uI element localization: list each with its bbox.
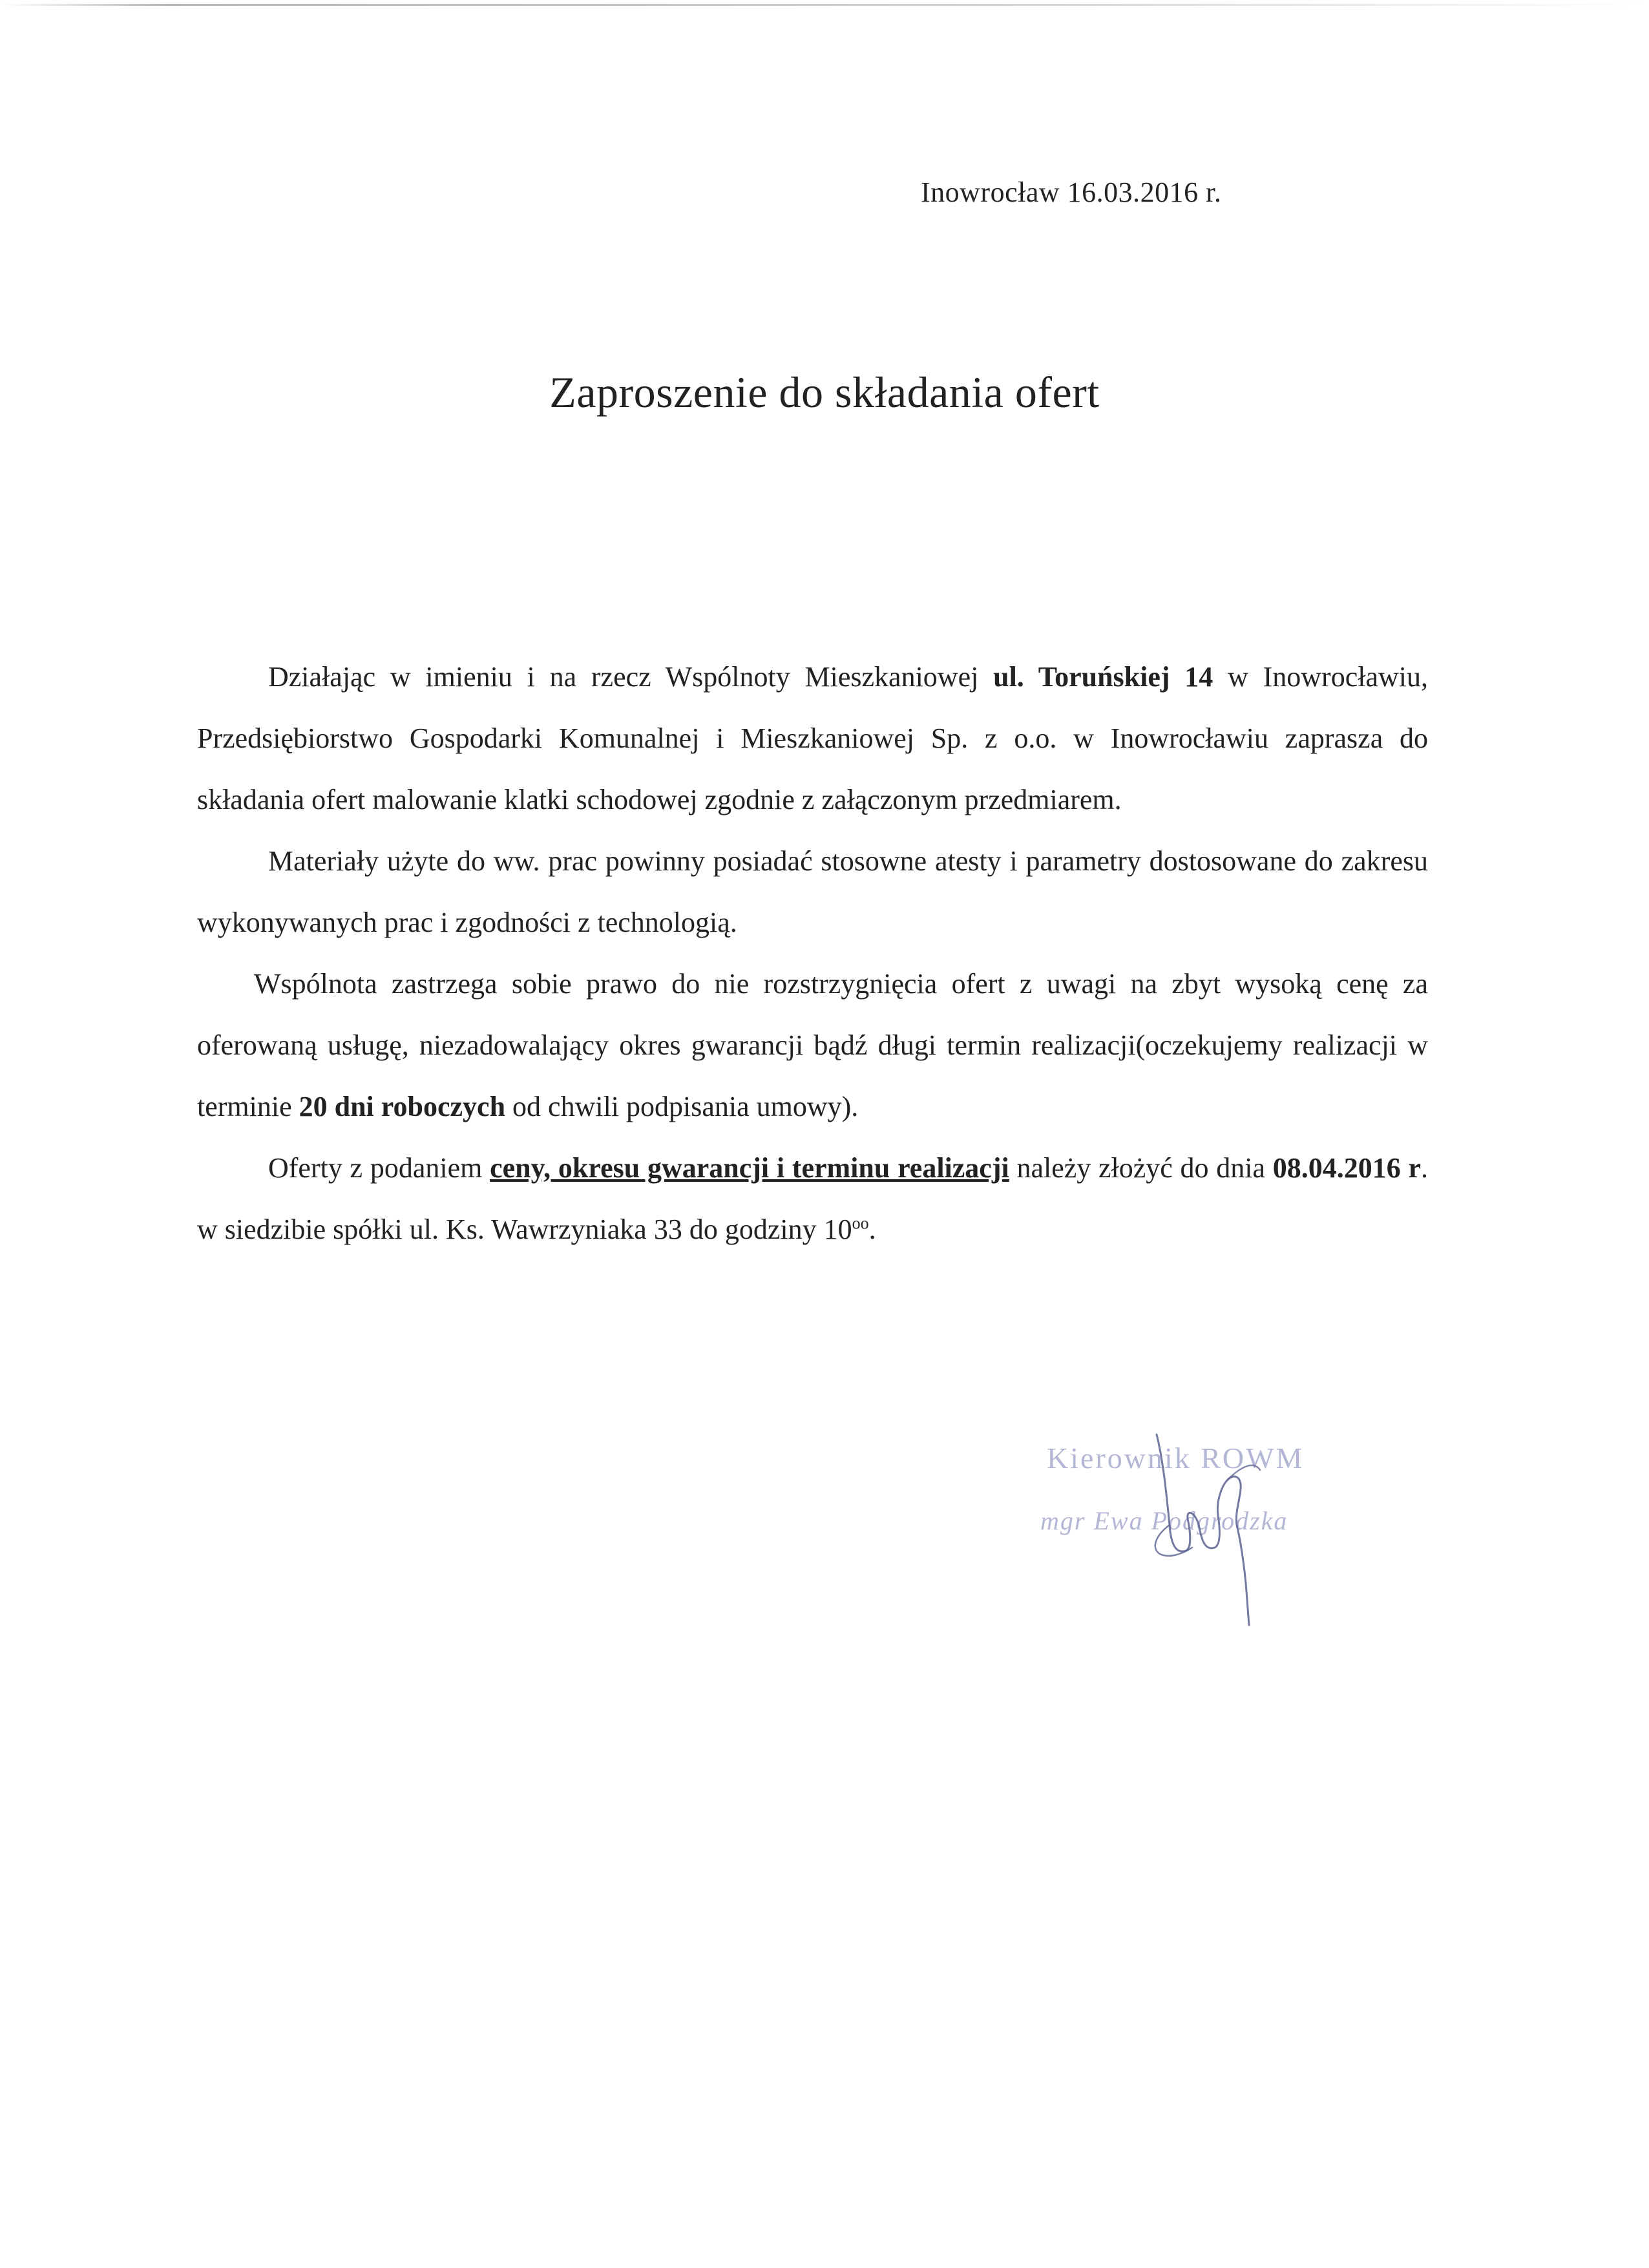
stamp-title: Kierownik ROWM xyxy=(1047,1442,1305,1475)
document-date: Inowrocław 16.03.2016 r. xyxy=(921,176,1222,208)
scan-edge-line xyxy=(0,4,1649,6)
paragraph-3-text-a: Wspólnota zastrzega sobie prawo do nie rozstrzygnięcia ofert z uwagi na zbyt wysoką cenę za oferowaną usługę, niezadowalający okres gwarancji bądź długi termin realizacji(oczekujemy realizacji w terminie xyxy=(197,968,1428,1122)
paragraph-1 xyxy=(197,646,1428,830)
paragraph-3 xyxy=(197,953,1428,1137)
paragraph-4-text-c: . w siedzibie spółki ul. Ks. Wawrzyniaka 33 do godziny 10 xyxy=(197,1152,1429,1245)
document-body xyxy=(197,646,1428,1260)
paragraph-4 xyxy=(197,1137,1428,1260)
paragraph-4-text-d: . xyxy=(868,1213,876,1245)
paragraph-3-deadline: 20 dni roboczych xyxy=(299,1091,506,1122)
document-title: Zaproszenie do składania ofert xyxy=(549,368,1100,417)
paragraph-4-text-a: Oferty z podaniem xyxy=(268,1152,490,1184)
paragraph-4-text-b: należy złożyć do dnia xyxy=(1009,1152,1273,1184)
official-stamp xyxy=(1034,1422,1370,1628)
paragraph-2-text: Materiały użyte do ww. prac powinny posiadać stosowne atesty i parametry dostosowane do zakresu wykonywanych prac i zgodności z technologią. xyxy=(197,845,1428,938)
paragraph-1-text-a: Działając w imieniu i na rzecz Wspólnoty Mieszkaniowej xyxy=(268,661,994,693)
paragraph-2 xyxy=(197,830,1428,953)
paragraph-4-due-date: 08.04.2016 r xyxy=(1272,1152,1422,1184)
paragraph-3-text-b: od chwili podpisania umowy). xyxy=(505,1091,859,1122)
stamp-name: mgr Ewa Podgrodzka xyxy=(1040,1506,1288,1535)
paragraph-1-address: ul. Toruńskiej 14 xyxy=(993,661,1213,693)
handwritten-signature xyxy=(1131,1422,1299,1628)
paragraph-4-requirements: ceny, okresu gwarancji i terminu realizacji xyxy=(490,1152,1009,1184)
paragraph-4-superscript: oo xyxy=(852,1213,869,1233)
paragraph-1-text-b: w Inowrocławiu, Przedsiębiorstwo Gospodarki Komunalnej i Mieszkaniowej Sp. z o.o. w Inowrocławiu zaprasza do składania ofert malowanie klatki schodowej zgodnie z załączonym przedmiarem. xyxy=(197,661,1428,815)
